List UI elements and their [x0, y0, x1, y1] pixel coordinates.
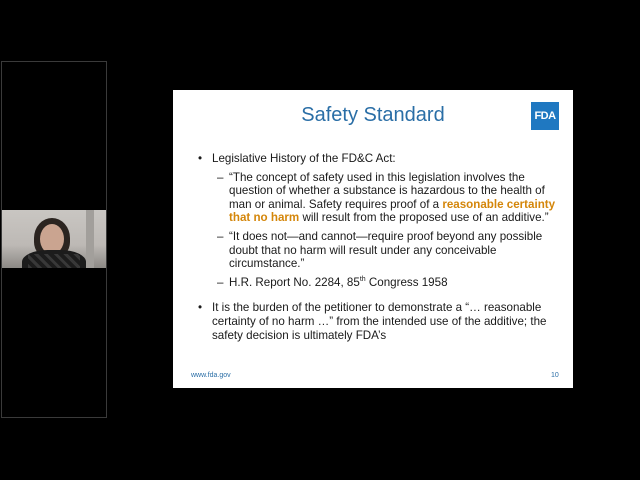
- participant-shirt-pattern: [28, 254, 80, 268]
- bullet-text: It is the burden of the petitioner to demonstrate a “… reasonable certainty of no harm …” from the intended use of the additive; the safety decision is ultimately FDA’s: [212, 301, 547, 342]
- sub-bullet-report: [197, 276, 569, 290]
- fda-logo: FDA: [531, 102, 559, 130]
- bullet-text: Legislative History of the FD&C Act:: [212, 152, 396, 165]
- quote1-before: “The concept of safety used in this legislation involves the question of whether a substance is hazardous to the health of man or animal. Safety requires proof of a: [229, 170, 545, 211]
- slide-title: Safety Standard: [301, 104, 445, 126]
- presentation-slide: [173, 90, 573, 388]
- footer-url[interactable]: www.fda.gov: [191, 372, 231, 379]
- sub-bullet-quote-2: [197, 230, 569, 271]
- page-number: 10: [551, 372, 559, 379]
- bullet-burden: [197, 301, 549, 342]
- participant-video[interactable]: [2, 210, 106, 268]
- video-background-doorframe: [86, 210, 94, 268]
- report-before: H.R. Report No. 2284, 85: [229, 275, 360, 289]
- sub-bullet-quote-1: [197, 171, 569, 225]
- quote1-after: will result from the proposed use of an additive.”: [299, 211, 549, 225]
- report-after: Congress 1958: [365, 275, 448, 289]
- quote2-text: “It does not—and cannot—require proof beyond any possible doubt that no harm will result under any conceivable circumstance.”: [229, 229, 543, 271]
- bullet-legislative-history: [197, 152, 573, 166]
- slide-content: [197, 152, 573, 342]
- report-superscript: th: [359, 275, 366, 283]
- participant-panel: [1, 61, 107, 418]
- quote1-highlight: reasonable certainty that no harm: [229, 197, 556, 225]
